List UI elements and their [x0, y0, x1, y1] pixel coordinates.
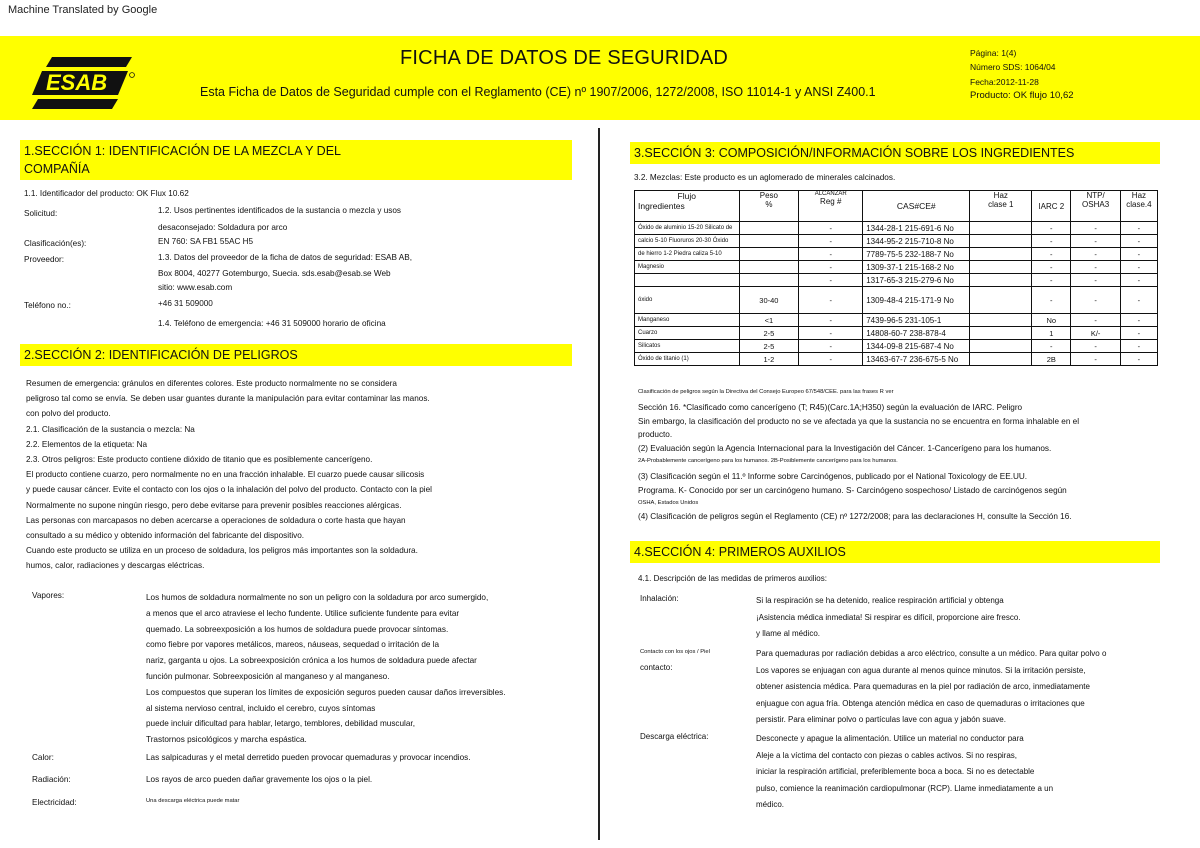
table-row — [635, 287, 1158, 314]
cell-peso — [739, 261, 799, 274]
cell-reg: - — [799, 222, 863, 235]
cell-reg: - — [799, 314, 863, 327]
descarga-line: iniciar la respiración artificial, preferiblemente boca a boca. Si no es detectable — [756, 767, 1035, 776]
table-row — [635, 340, 1158, 353]
section-3-heading: 3.SECCIÓN 3: COMPOSICIÓN/INFORMACIÓN SOBRE LOS INGREDIENTES — [630, 142, 1160, 164]
vapores-line: función pulmonar. Sobreexposición al manganeso y al manganeso. — [146, 671, 390, 681]
cell-ntp: - — [1071, 314, 1120, 327]
cell-haz: - — [1120, 340, 1157, 353]
label-contacto-2: contacto: — [640, 663, 673, 672]
label-clasificacion: Clasificación(es): — [24, 239, 87, 248]
cell-ntp: - — [1071, 235, 1120, 248]
section-3-note-line: producto. — [638, 430, 673, 439]
cell-ntp: - — [1071, 340, 1120, 353]
cell-clase-1 — [970, 353, 1032, 366]
col-ntp: NTP/ — [1086, 191, 1105, 200]
cell-ntp: - — [1071, 287, 1120, 314]
label-descarga: Descarga eléctrica: — [640, 732, 709, 741]
cell-ntp: K/- — [1071, 327, 1120, 340]
col-reg: Reg # — [820, 197, 842, 206]
cell-ntp: - — [1071, 261, 1120, 274]
label-inhalacion: Inhalación: — [640, 594, 679, 603]
value-inhalacion — [756, 593, 1021, 643]
section-3-note-4: (4) Clasificación de peligros según el Reglamento (CE) nº 1272/2008; para las declaraciones H, consulte la Sección 16. — [638, 512, 1072, 521]
cell-clase-1 — [970, 248, 1032, 261]
inhalacion-line: ¡Asistencia médica inmediata! Si respirar es difícil, proporcione aire fresco. — [756, 612, 1021, 622]
cell-cas: 1309-48-4 215-171-9 No — [863, 287, 970, 314]
hazard-line: consultado a su médico y obtenido información del fabricante del dispositivo. — [26, 530, 305, 540]
section-3-notes-2 — [638, 470, 1067, 497]
document-title: FICHA DE DATOS DE SEGURIDAD — [400, 47, 729, 69]
cell-peso: <1 — [739, 314, 799, 327]
value-descarga — [756, 731, 1053, 814]
cell-iarc: - — [1032, 222, 1071, 235]
cell-iarc: - — [1032, 248, 1071, 261]
cell-reg: - — [799, 235, 863, 248]
cell-peso: 1-2 — [739, 353, 799, 366]
sds-number: Número SDS: 1064/04 — [970, 62, 1056, 73]
hazard-line: 2.3. Otros peligros: Este producto contiene dióxido de titanio que es posiblemente cancerígeno. — [26, 454, 373, 464]
table-row — [635, 248, 1158, 261]
value-proveedor-2: Box 8004, 40277 Gotemburgo, Suecia. sds.esab@esab.se Web — [158, 269, 391, 278]
label-contacto-1: Contacto con los ojos / Piel — [640, 649, 710, 655]
section-3-note-line: Sección 16. *Clasificado como cancerígeno (T; R45)(Carc.1A;H350) según la evaluación de IARC. Peligro — [638, 403, 1023, 412]
cell-clase-1 — [970, 222, 1032, 235]
label-radiacion: Radiación: — [32, 775, 71, 784]
col-osha: OSHA3 — [1082, 200, 1110, 209]
section-4-intro: 4.1. Descripción de las medidas de primeros auxilios: — [638, 574, 827, 583]
section-3-note-line: Programa. K- Conocido por ser un carcinógeno humano. S- Carcinógeno sospechoso/ Listado de carcinógenos según — [638, 485, 1067, 495]
vapores-line: puede incluir dificultad para hablar, letargo, temblores, debilidad muscular, — [146, 719, 415, 729]
page-number: Página: 1(4) — [970, 48, 1017, 58]
cell-ntp: - — [1071, 274, 1120, 287]
hazard-line: El producto contiene cuarzo, pero normalmente no en una fracción inhalable. El cuarzo puede causar silicosis — [26, 470, 425, 480]
col-ingredientes: Ingredientes — [638, 201, 685, 211]
vapores-line: nariz, garganta u ojos. La sobreexposición crónica a los humos de soldadura puede afectar — [146, 656, 477, 666]
col-peso: Peso — [759, 191, 778, 200]
label-solicitud: Solicitud: — [24, 209, 58, 218]
cell-haz: - — [1120, 314, 1157, 327]
cell-iarc: - — [1032, 340, 1071, 353]
col-cas: CAS#CE# — [896, 201, 936, 211]
cell-haz: - — [1120, 287, 1157, 314]
section-2-heading: 2.SECCIÓN 2: IDENTIFICACIÓN DE PELIGROS — [20, 344, 572, 366]
cell-haz: - — [1120, 353, 1157, 366]
cell-ingredient: de hierro 1-2 Piedra caliza 5-10 — [635, 248, 740, 261]
value-electricidad: Una descarga eléctrica puede matar — [146, 798, 240, 804]
label-electricidad: Electricidad: — [32, 798, 77, 807]
document-subtitle: Esta Ficha de Datos de Seguridad cumple con el Reglamento (CE) nº 1907/2006, 1272/2008, ISO 11014-1 y ANSI Z400.1 — [200, 85, 876, 99]
hazard-summary — [26, 376, 432, 573]
cell-haz: - — [1120, 327, 1157, 340]
col-clase-1: clase 1 — [988, 200, 1014, 209]
section-3-note-line: (2) Evaluación según la Agencia Internacional para la Investigación del Cáncer. 1-Cancerígeno para los humanos. — [638, 443, 1052, 453]
cell-clase-1 — [970, 287, 1032, 314]
cell-haz: - — [1120, 235, 1157, 248]
cell-ingredient: Óxido de titanio (1) — [635, 353, 740, 366]
cell-peso: 2-5 — [739, 327, 799, 340]
col-flujo: Flujo — [677, 191, 696, 201]
hazard-line: y puede causar cáncer. Evite el contacto con los ojos o la inhalación del polvo del producto. Contacto con la piel — [26, 485, 432, 495]
cell-iarc: - — [1032, 261, 1071, 274]
cell-peso — [739, 222, 799, 235]
cell-iarc: - — [1032, 235, 1071, 248]
value-clasificacion: EN 760: SA FB1 55AC H5 — [158, 237, 254, 246]
cell-haz: - — [1120, 274, 1157, 287]
section-3-note-small: Clasificación de peligros según la Directiva del Consejo Europeo 67/548/CEE. para las frases R ver — [638, 389, 894, 395]
value-usos: 1.2. Usos pertinentes identificados de la sustancia o mezcla y usos — [158, 206, 402, 215]
cell-ingredient: Óxido de aluminio 15-20 Silicato de — [635, 222, 740, 235]
cell-ingredient: Silicatos — [635, 340, 740, 353]
cell-reg: - — [799, 327, 863, 340]
cell-ingredient: calcio 5-10 Fluoruros 20-30 Óxido — [635, 235, 740, 248]
cell-cas: 1317-65-3 215-279-6 No — [863, 274, 970, 287]
descarga-line: médico. — [756, 800, 785, 809]
cell-ntp: - — [1071, 248, 1120, 261]
cell-reg: - — [799, 274, 863, 287]
col-pct: % — [765, 200, 773, 209]
label-vapores: Vapores: — [32, 591, 65, 600]
inhalacion-line: Si la respiración se ha detenido, realice respiración artificial y obtenga — [756, 596, 1004, 605]
cell-cas: 1309-37-1 215-168-2 No — [863, 261, 970, 274]
machine-translated-notice: Machine Translated by Google — [8, 4, 158, 16]
value-proveedor-1: 1.3. Datos del proveedor de la ficha de datos de seguridad: ESAB AB, — [158, 253, 412, 262]
vapores-line: Los humos de soldadura normalmente no son un peligro con la soldadura por arco sumergido, — [146, 593, 489, 602]
cell-haz: - — [1120, 222, 1157, 235]
table-row — [635, 314, 1158, 327]
table-row — [635, 222, 1158, 235]
cell-ingredient: Magnesio — [635, 261, 740, 274]
document-date: Fecha:2012-11-28 — [970, 76, 1039, 87]
col-haz-1: Haz — [993, 191, 1008, 200]
value-desaconsejado: desaconsejado: Soldadura por arco — [158, 223, 288, 232]
cell-reg: - — [799, 287, 863, 314]
col-alcanzar: ALCANZAR — [814, 191, 847, 197]
table-row — [635, 235, 1158, 248]
vapores-text — [146, 590, 506, 748]
cell-ingredient: Manganeso — [635, 314, 740, 327]
cell-cas: 14808-60-7 238-878-4 — [863, 327, 970, 340]
vapores-line: Trastornos psicológicos y marcha espástica. — [146, 735, 307, 745]
cell-reg: - — [799, 248, 863, 261]
cell-clase-1 — [970, 261, 1032, 274]
cell-cas: 1344-28-1 215-691-6 No — [863, 222, 970, 235]
product-name: Producto: OK flujo 10,62 — [970, 89, 1074, 101]
section-1-heading-line2: COMPAÑÍA — [24, 162, 90, 176]
cell-ingredient: Cuarzo — [635, 327, 740, 340]
section-3-note-line: (3) Clasificación según el 11.º Informe sobre Carcinógenos, publicado por el National Toxicology de EE.UU. — [638, 472, 1028, 481]
descarga-line: Desconecte y apague la alimentación. Utilice un material no conductor para — [756, 734, 1024, 743]
label-telefono: Teléfono no.: — [24, 301, 71, 310]
contacto-line: persistir. Para eliminar polvo o partículas lave con agua y jabón suave. — [756, 715, 1006, 724]
product-identifier: 1.1. Identificador del producto: OK Flux 10.62 — [24, 189, 189, 198]
cell-peso: 2-5 — [739, 340, 799, 353]
contacto-line: Los vapores se enjuagan con agua durante al menos quince minutos. Si la irritación persiste, — [756, 665, 1086, 675]
cell-peso — [739, 248, 799, 261]
cell-clase-1 — [970, 314, 1032, 327]
ingredients-table — [634, 190, 1158, 366]
cell-cas: 13463-67-7 236-675-5 No — [863, 353, 970, 366]
vapores-line: a menos que el arco atraviese el lecho fundente. Utilice suficiente fundente para evitar — [146, 608, 460, 618]
hazard-line: Normalmente no supone ningún riesgo, pero debe evitarse para prevenir posibles reacciones alérgicas. — [26, 500, 402, 510]
ingredients-table-body — [635, 222, 1158, 366]
label-proveedor: Proveedor: — [24, 255, 65, 264]
cell-cas: 7439-96-5 231-105-1 — [863, 314, 970, 327]
table-row — [635, 353, 1158, 366]
cell-reg: - — [799, 340, 863, 353]
label-calor: Calor: — [32, 753, 54, 762]
cell-peso: 30-40 — [739, 287, 799, 314]
vapores-line: quemado. La sobreexposición a los humos de soldadura puede provocar síntomas. — [146, 624, 449, 634]
descarga-line: pulso, comience la reanimación cardiopulmonar (RCP). Llame inmediatamente a un — [756, 783, 1054, 793]
cell-iarc: - — [1032, 274, 1071, 287]
value-radiacion: Los rayos de arco pueden dañar gravemente los ojos o la piel. — [146, 775, 373, 784]
section-3-notes — [638, 401, 1079, 455]
cell-cas: 7789-75-5 232-188-7 No — [863, 248, 970, 261]
value-telefono: +46 31 509000 — [158, 299, 213, 308]
cell-clase-1 — [970, 274, 1032, 287]
cell-iarc: - — [1032, 287, 1071, 314]
cell-reg: - — [799, 261, 863, 274]
cell-iarc: 1 — [1032, 327, 1071, 340]
value-emergencia: 1.4. Teléfono de emergencia: +46 31 509000 horario de oficina — [158, 319, 386, 328]
col-haz-2: Haz — [1131, 191, 1147, 200]
table-row — [635, 261, 1158, 274]
section-1-heading — [20, 140, 572, 180]
cell-peso — [739, 235, 799, 248]
cell-haz: - — [1120, 248, 1157, 261]
cell-peso — [739, 274, 799, 287]
col-clase-4: clase.4 — [1126, 200, 1152, 209]
contacto-line: enjuague con agua fría. Obtenga atención médica en caso de quemaduras o irritaciones que — [756, 698, 1085, 708]
cell-iarc: 2B — [1032, 353, 1071, 366]
cell-ingredient — [635, 274, 740, 287]
value-contacto — [756, 646, 1106, 729]
contacto-line: Para quemaduras por radiación debidas a arco eléctrico, consulte a un médico. Para quitar polvo o — [756, 649, 1107, 658]
section-3-intro: 3.2. Mezclas: Este producto es un aglomerado de minerales calcinados. — [634, 173, 896, 182]
vapores-line: Los compuestos que superan los límites de exposición seguros pueden causar daños irreversibles. — [146, 687, 506, 697]
cell-iarc: No — [1032, 314, 1071, 327]
cell-clase-1 — [970, 235, 1032, 248]
table-row — [635, 327, 1158, 340]
descarga-line: Aleje a la víctima del contacto con piezas o cables activos. Si no respiras, — [756, 750, 1018, 760]
vapores-line: al sistema nervioso central, incluido el cerebro, cuyos síntomas — [146, 703, 376, 713]
hazard-line: Cuando este producto se utiliza en un proceso de soldadura, los peligros más importantes son la soldadura. — [26, 546, 418, 556]
table-row — [635, 274, 1158, 287]
col-iarc: IARC 2 — [1038, 201, 1065, 211]
cell-clase-1 — [970, 327, 1032, 340]
cell-ntp: - — [1071, 353, 1120, 366]
value-calor: Las salpicaduras y el metal derretido pueden provocar quemaduras y provocar incendios. — [146, 753, 471, 762]
hazard-line: 2.2. Elementos de la etiqueta: Na — [26, 439, 148, 449]
cell-reg: - — [799, 353, 863, 366]
column-divider — [598, 128, 600, 840]
hazard-line: 2.1. Clasificación de la sustancia o mezcla: Na — [26, 424, 195, 434]
table-header-row — [635, 191, 1158, 222]
cell-haz: - — [1120, 261, 1157, 274]
section-4-heading: 4.SECCIÓN 4: PRIMEROS AUXILIOS — [630, 541, 1160, 563]
section-1-heading-line1: 1.SECCIÓN 1: IDENTIFICACIÓN DE LA MEZCLA Y DEL — [24, 144, 341, 158]
section-3-note-small-2: 2A-Probablemente cancerígeno para los humanos. 2B-Posiblemente cancerígeno para los humanos. — [638, 458, 898, 464]
cell-cas: 1344-09-8 215-687-4 No — [863, 340, 970, 353]
hazard-line: humos, calor, radiaciones y descargas eléctricas. — [26, 561, 205, 571]
hazard-line: peligroso tal como se envía. Se deben usar guantes durante la manipulación para evitar contaminar las manos. — [26, 394, 430, 404]
cell-clase-1 — [970, 340, 1032, 353]
logo-text: ESAB — [46, 70, 108, 95]
section-3-note-small-3: OSHA, Estados Unidos — [638, 500, 699, 506]
inhalacion-line: y llame al médico. — [756, 629, 821, 638]
section-3-note-line: Sin embargo, la clasificación del producto no se ve afectada ya que la sustancia no se encuentra en forma inhalable en el — [638, 416, 1080, 426]
value-proveedor-3: sitio: www.esab.com — [158, 283, 233, 292]
hazard-line: Resumen de emergencia: gránulos en diferentes colores. Este producto normalmente no se considera — [26, 379, 397, 388]
document-meta — [970, 46, 1074, 103]
contacto-line: obtener asistencia médica. Para quemaduras en la piel por radiación de arco, inmediatamente — [756, 682, 1090, 691]
esab-logo — [28, 55, 136, 111]
vapores-line: como fiebre por vapores metálicos, mareos, náuseas, sequedad o irritación de la — [146, 640, 440, 650]
cell-cas: 1344-95-2 215-710-8 No — [863, 235, 970, 248]
hazard-line: con polvo del producto. — [26, 409, 111, 419]
hazard-line: Las personas con marcapasos no deben acercarse a operaciones de soldadura o corte hasta que hayan — [26, 515, 406, 525]
cell-ingredient: óxido — [635, 287, 740, 314]
cell-ntp: - — [1071, 222, 1120, 235]
